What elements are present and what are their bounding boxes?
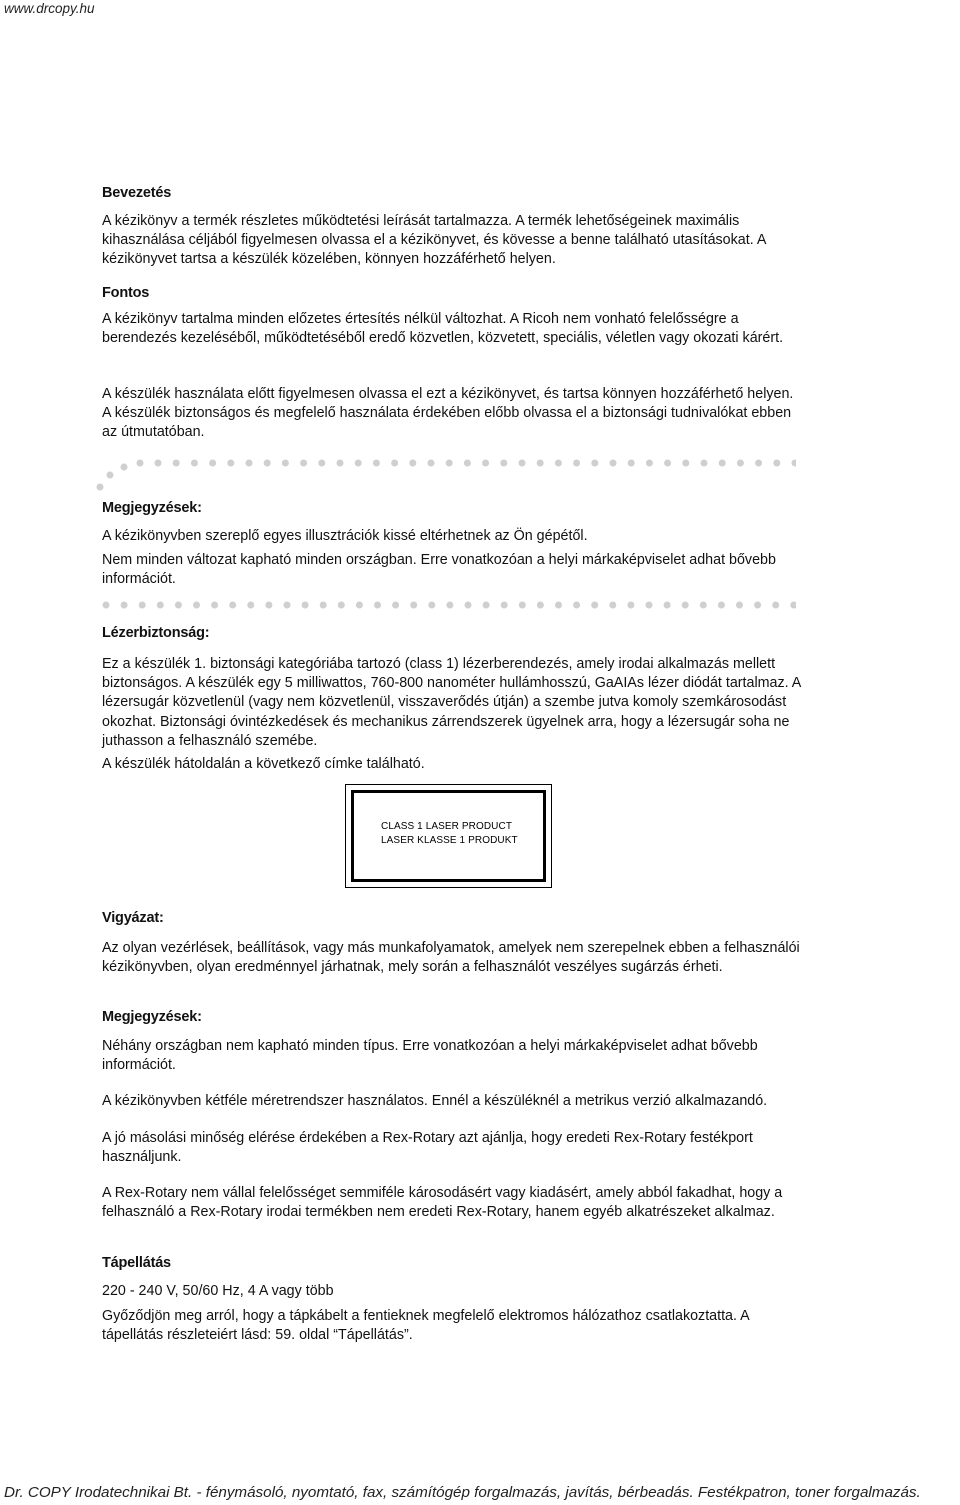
notes-2-paragraph-4: A Rex-Rotary nem vállal felelősséget semmiféle károsodásért vagy kiadásért, amely abból fakadhat, hogy a felhasználó a Rex-Rotary irodai termékben nem eredeti Rex-Rotary, hanem egyéb alkatrészeket alkalmaz.	[102, 1185, 783, 1221]
divider-dot	[555, 460, 562, 467]
divider-dot	[155, 460, 162, 467]
power-paragraph-1: 220 - 240 V, 50/60 Hz, 4 A vagy több	[102, 1283, 334, 1299]
divider-dot	[428, 602, 435, 609]
laser-product-label	[345, 784, 552, 888]
divider-dot	[318, 460, 325, 467]
divider-dot	[718, 602, 725, 609]
divider-dot	[628, 460, 635, 467]
divider-dot	[246, 460, 253, 467]
divider-dot	[573, 602, 580, 609]
divider-dot	[356, 602, 363, 609]
important-heading: Fontos	[102, 285, 150, 301]
divider-dot	[282, 460, 289, 467]
divider-dot	[627, 602, 634, 609]
divider-dot	[302, 602, 309, 609]
divider-dot	[229, 602, 236, 609]
divider-dot	[701, 460, 708, 467]
divider-dot	[264, 460, 271, 467]
divider-dot	[410, 602, 417, 609]
divider-dot	[482, 460, 489, 467]
divider-dot	[284, 602, 291, 609]
notes-2-paragraph-2: A kézikönyvben kétféle méretrendszer használatos. Ennél a készüléknél a metrikus verzió alkalmazandó.	[102, 1093, 768, 1109]
divider-dot	[483, 602, 490, 609]
divider-dot	[646, 602, 653, 609]
divider-dot	[392, 602, 399, 609]
divider-dot	[300, 460, 307, 467]
divider-dot	[446, 460, 453, 467]
laser-label-line-2: LASER KLASSE 1 PRODUKT	[381, 835, 518, 846]
divider-dot	[591, 460, 598, 467]
notes-2-paragraph-1: Néhány országban nem kapható minden típus. Erre vonatkozóan a helyi márkaképviselet adhat bővebb információt.	[102, 1038, 758, 1074]
divider-dot	[664, 602, 671, 609]
divider-dot	[700, 602, 707, 609]
divider-dot	[209, 460, 216, 467]
divider-dot	[610, 460, 617, 467]
divider-dot	[157, 602, 164, 609]
divider-dot	[790, 602, 796, 609]
divider-dot	[755, 460, 762, 467]
laser-label-line-1: CLASS 1 LASER PRODUCT	[381, 821, 513, 832]
intro-paragraph: A kézikönyv a termék részletes működtetési leírását tartalmazza. A termék lehetőségeinek maximális kihasználása céljából figyelmesen olvassa el a kézikönyvet, és kövesse a benne található utasításokat. A kézikönyvet tartsa a készülék közelében, könnyen hozzáférhető helyen.	[102, 213, 766, 268]
divider-dot	[519, 602, 526, 609]
laser-paragraph-1: Ez a készülék 1. biztonsági kategóriába tartozó (class 1) lézerberendezés, amely irodai alkalmazás mellett biztonságos. A készülék egy 5 milliwattos, 760-800 nanométer hullámhosszú, GaAIAs lézer diódát tartalmaz. A lézersugár közvetlenül (vagy nem közvetlenül, visszaverődés útján) a szembe jutva komoly szemkárosodást okozhat. Biztonsági óvintézkedések és mechanikus zárrendszerek ügyelnek arra, hogy a lézersugár soha ne juthasson a felhasználó szemébe.	[102, 656, 801, 749]
divider-dot	[175, 602, 182, 609]
divider-dot	[609, 602, 616, 609]
important-paragraph-1: A kézikönyv tartalma minden előzetes értesítés nélkül változhat. A Ricoh nem vonható felelősségre a berendezés kezeléséből, működtetéséből eredő közvetlen, közvetett, speciális, véletlen vagy okozati kárért.	[102, 311, 784, 347]
footer-company-info: Dr. COPY Irodatechnikai Bt. - fénymásoló, nyomtató, fax, számítógép forgalmazás, javítás, bérbeadás. Festékpatron, toner forgalmazás.	[4, 1484, 921, 1501]
divider-dot	[373, 460, 380, 467]
divider-dot	[121, 602, 128, 609]
divider-dot	[103, 602, 110, 609]
divider-dot	[193, 602, 200, 609]
divider-dot	[409, 460, 416, 467]
power-heading: Tápellátás	[102, 1255, 171, 1271]
divider-dot	[191, 460, 198, 467]
divider-dot	[555, 602, 562, 609]
important-paragraph-2: A készülék használata előtt figyelmesen olvassa el ezt a kézikönyvet, és tartsa könnyen hozzáférhető helyen. A készülék biztonságos és megfelelő használata érdekében előbb olvassa el a biztonsági tudnivalókat ebben az útmutatóban.	[102, 386, 794, 441]
divider-dot	[337, 460, 344, 467]
divider-dot	[227, 460, 234, 467]
site-url-header: www.drcopy.hu	[4, 1, 95, 16]
divider-dot	[465, 602, 472, 609]
divider-dot	[773, 460, 780, 467]
notes-1-paragraph-1: A kézikönyvben szereplő egyes illusztrációk kissé eltérhetnek az Ön gépétől.	[102, 528, 588, 544]
divider-dot	[428, 460, 435, 467]
divider-dot	[446, 602, 453, 609]
divider-dot	[519, 460, 526, 467]
divider-dot	[211, 602, 218, 609]
divider-dot	[537, 460, 544, 467]
divider-dot	[736, 602, 743, 609]
divider-dot	[682, 602, 689, 609]
laser-paragraph-2: A készülék hátoldalán a következő címke található.	[102, 756, 425, 772]
laser-safety-heading: Lézerbiztonság:	[102, 625, 210, 641]
divider-dot	[391, 460, 398, 467]
divider-dot	[792, 460, 797, 467]
note-divider-bottom	[96, 599, 796, 611]
divider-dot	[500, 460, 507, 467]
divider-dot	[320, 602, 327, 609]
divider-dot	[355, 460, 362, 467]
notes-1-paragraph-2: Nem minden változat kapható minden országban. Erre vonatkozóan a helyi márkaképviselet adhat bővebb információt.	[102, 552, 776, 588]
note-divider-top	[96, 455, 796, 495]
intro-heading: Bevezetés	[102, 185, 172, 201]
divider-dot	[139, 602, 146, 609]
notes-heading-2: Megjegyzések:	[102, 1009, 202, 1025]
divider-dot	[737, 460, 744, 467]
caution-heading: Vigyázat:	[102, 910, 164, 926]
divider-dot	[646, 460, 653, 467]
divider-dot	[247, 602, 254, 609]
divider-dot	[719, 460, 726, 467]
power-paragraph-2: Győződjön meg arról, hogy a tápkábelt a fentieknek megfelelő elektromos hálózathoz csatlakoztatta. A tápellátás részleteiért lásd: 59. oldal “Tápellátás”.	[102, 1308, 749, 1344]
divider-dot	[537, 602, 544, 609]
divider-dot	[265, 602, 272, 609]
divider-dot	[664, 460, 671, 467]
divider-dot	[772, 602, 779, 609]
divider-dot	[464, 460, 471, 467]
divider-dot	[573, 460, 580, 467]
divider-dot	[374, 602, 381, 609]
divider-dot	[682, 460, 689, 467]
divider-dot	[338, 602, 345, 609]
caution-paragraph: Az olyan vezérlések, beállítások, vagy más munkafolyamatok, amelyek nem szerepelnek ebben a felhasználói kézikönyvben, olyan eredménnyel járhatnak, mely során a felhasználót veszélyes sugárzás érheti.	[102, 940, 800, 976]
notes-heading-1: Megjegyzések:	[102, 500, 202, 516]
divider-dot	[173, 460, 180, 467]
divider-dot	[591, 602, 598, 609]
divider-dot	[754, 602, 761, 609]
notes-2-paragraph-3: A jó másolási minőség elérése érdekében a Rex-Rotary azt ajánlja, hogy eredeti Rex-Rotary festékport használjunk.	[102, 1130, 753, 1166]
divider-dot	[501, 602, 508, 609]
